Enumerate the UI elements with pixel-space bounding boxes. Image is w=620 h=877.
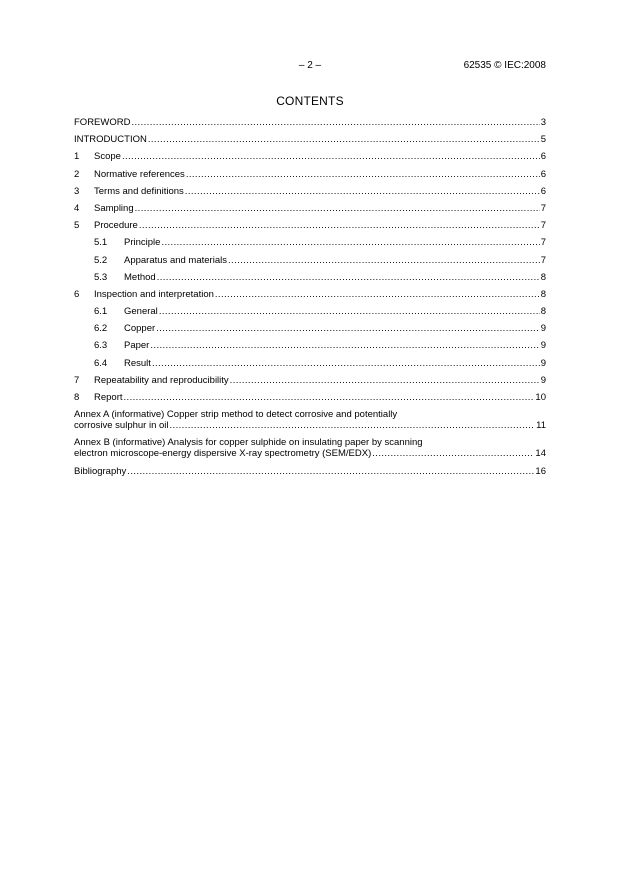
toc-entry-label-continued: corrosive sulphur in oil xyxy=(74,420,169,432)
toc-section-number: 6.3 xyxy=(94,340,108,352)
page-number: – 2 – xyxy=(298,60,322,71)
toc-entry-procedure[interactable] xyxy=(74,220,546,231)
toc-entry-label: FOREWORD xyxy=(74,117,131,128)
table-of-contents xyxy=(74,117,546,483)
toc-entry-label: Procedure xyxy=(94,220,138,232)
toc-section-number: 5.2 xyxy=(94,254,108,266)
toc-page-number: 9 xyxy=(540,323,546,335)
toc-dot-leader xyxy=(148,134,540,145)
toc-entry-principle[interactable] xyxy=(74,237,546,248)
toc-entry-label: Bibliography xyxy=(74,465,127,477)
toc-page-number: 7 xyxy=(540,202,546,214)
toc-dot-leader xyxy=(122,151,540,162)
toc-section-number: 6.2 xyxy=(94,323,108,335)
toc-entry-terms-and-definitions[interactable] xyxy=(74,186,546,197)
toc-section-number: 5.1 xyxy=(94,237,108,249)
toc-dot-leader xyxy=(139,220,540,231)
page-header xyxy=(74,60,546,74)
toc-entry-label: Method xyxy=(124,271,156,283)
toc-entry-paper[interactable] xyxy=(74,340,546,351)
toc-entry-copper[interactable] xyxy=(74,323,546,334)
toc-entry-label: Principle xyxy=(124,237,161,249)
toc-section-number: 6.4 xyxy=(94,357,108,369)
toc-dot-leader xyxy=(185,186,540,197)
toc-entry-method[interactable] xyxy=(74,272,546,283)
toc-page-number: 7 xyxy=(540,237,546,249)
toc-page-number: 6 xyxy=(540,168,546,180)
toc-dot-leader xyxy=(230,375,540,386)
toc-dot-leader xyxy=(161,237,539,248)
document-reference: 62535 © IEC:2008 xyxy=(463,60,546,71)
toc-entry-label-continued: electron microscope-energy dispersive X-ray spectrometry (SEM/EDX) xyxy=(74,448,372,460)
toc-entry-label: Annex A (informative) Copper strip method to detect corrosive and potentially xyxy=(74,409,398,421)
toc-entry-label: Inspection and interpretation xyxy=(94,288,214,300)
toc-entry-apparatus-and-materials[interactable] xyxy=(74,255,546,266)
toc-page-number: 11 xyxy=(536,420,546,432)
toc-page-number: 3 xyxy=(540,117,546,128)
toc-section-number: 6.1 xyxy=(94,306,108,318)
toc-entry-bibliography[interactable] xyxy=(74,466,546,477)
toc-entry-label: Scope xyxy=(94,151,121,163)
toc-page-number: 16 xyxy=(535,465,546,477)
toc-entry-label: Normative references xyxy=(94,168,185,180)
toc-dot-leader xyxy=(159,306,540,317)
toc-dot-leader xyxy=(186,169,540,180)
toc-section-number: 6 xyxy=(74,288,80,300)
toc-entry-annex-a[interactable] xyxy=(74,409,546,431)
toc-dot-leader xyxy=(170,420,536,431)
toc-dot-leader xyxy=(156,323,540,334)
toc-entry-label: INTRODUCTION xyxy=(74,134,147,146)
toc-entry-label: Annex B (informative) Analysis for copper sulphide on insulating paper by scanning xyxy=(74,437,423,449)
toc-page-number: 8 xyxy=(540,271,546,283)
toc-page-number: 8 xyxy=(540,288,546,300)
toc-entry-label: Sampling xyxy=(94,202,134,214)
toc-entry-annex-b[interactable] xyxy=(74,437,546,459)
toc-section-number: 3 xyxy=(74,185,80,197)
toc-dot-leader xyxy=(124,392,535,403)
toc-entry-result[interactable] xyxy=(74,358,546,369)
toc-page-number: 10 xyxy=(535,392,546,403)
toc-page-number: 7 xyxy=(540,220,546,232)
toc-dot-leader xyxy=(131,117,539,128)
toc-entry-report[interactable] xyxy=(74,392,546,403)
toc-page-number: 14 xyxy=(535,448,546,460)
toc-entry-introduction[interactable] xyxy=(74,134,546,145)
toc-entry-general[interactable] xyxy=(74,306,546,317)
toc-section-number: 4 xyxy=(74,202,80,214)
toc-dot-leader xyxy=(150,340,539,351)
toc-page-number: 6 xyxy=(540,151,546,163)
toc-page-number: 8 xyxy=(540,306,546,318)
toc-section-number: 2 xyxy=(74,168,80,180)
toc-entry-label: Apparatus and materials xyxy=(124,254,227,266)
toc-page-number: 9 xyxy=(540,374,546,386)
toc-entry-normative-references[interactable] xyxy=(74,169,546,180)
toc-page-number: 5 xyxy=(540,134,546,146)
toc-dot-leader xyxy=(152,358,540,369)
toc-dot-leader xyxy=(135,203,540,214)
toc-dot-leader xyxy=(127,466,534,477)
toc-entry-label: Report xyxy=(94,392,123,403)
toc-entry-scope[interactable] xyxy=(74,151,546,162)
toc-entry-label: Repeatability and reproducibility xyxy=(94,374,229,386)
toc-dot-leader xyxy=(215,289,540,300)
toc-entry-label: Paper xyxy=(124,340,150,352)
toc-entry-sampling[interactable] xyxy=(74,203,546,214)
toc-entry-foreword[interactable] xyxy=(74,117,546,128)
toc-entry-inspection-and-interpretation[interactable] xyxy=(74,289,546,300)
toc-section-number: 8 xyxy=(74,392,80,403)
toc-dot-leader xyxy=(228,255,540,266)
toc-page-number: 6 xyxy=(540,185,546,197)
toc-entry-label: Terms and definitions xyxy=(94,185,184,197)
toc-section-number: 7 xyxy=(74,374,80,386)
toc-entry-label: General xyxy=(124,306,158,318)
toc-entry-repeatability-and-reproducibility[interactable] xyxy=(74,375,546,386)
toc-section-number: 5 xyxy=(74,220,80,232)
toc-dot-leader xyxy=(157,272,540,283)
toc-entry-label: Result xyxy=(124,357,151,369)
toc-section-number: 1 xyxy=(74,151,80,163)
toc-entry-label: Copper xyxy=(124,323,156,335)
toc-dot-leader xyxy=(372,448,534,459)
toc-section-number: 5.3 xyxy=(94,271,108,283)
toc-page-number: 7 xyxy=(540,254,546,266)
contents-title: CONTENTS xyxy=(276,94,344,108)
toc-page-number: 9 xyxy=(540,340,546,352)
toc-page-number: 9 xyxy=(540,357,546,369)
